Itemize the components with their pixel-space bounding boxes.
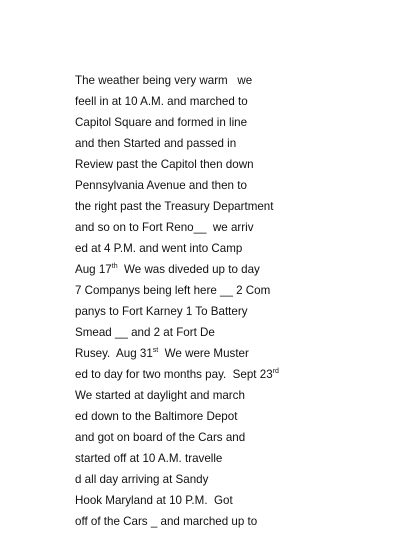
transcription-text: [75, 70, 395, 532]
text-line: [75, 196, 395, 217]
line-text: Aug 17: [75, 263, 112, 276]
text-line: [75, 238, 395, 259]
ordinal-superscript: rd: [272, 368, 279, 375]
text-line: [75, 364, 395, 385]
line-text: Rusey. Aug 31: [75, 347, 153, 360]
text-line: [75, 343, 395, 364]
text-line: [75, 217, 395, 238]
line-text: started off at 10 A.M. travelle: [75, 452, 223, 465]
line-text: d all day arriving at Sandy: [75, 473, 209, 486]
text-line: [75, 448, 395, 469]
ordinal-superscript: st: [152, 347, 159, 354]
text-line: [75, 280, 395, 301]
text-line: [75, 133, 395, 154]
line-text: Pennsylvania Avenue and then to: [75, 179, 247, 192]
line-text-continued: We were Muster: [158, 347, 249, 360]
line-text: ed down to the Baltimore Depot: [75, 410, 238, 423]
text-line: [75, 511, 395, 532]
line-text: Smead __ and 2 at Fort De: [75, 326, 215, 339]
line-text-continued: We was diveded up to day: [117, 263, 260, 276]
line-text: 7 Companys being left here __ 2 Com: [75, 284, 271, 297]
line-text: ed at 4 P.M. and went into Camp: [75, 242, 243, 255]
text-line: [75, 175, 395, 196]
text-line: [75, 490, 395, 511]
text-line: [75, 112, 395, 133]
line-text: Hook Maryland at 10 P.M. Got: [75, 494, 233, 507]
text-line: [75, 322, 395, 343]
text-line: [75, 154, 395, 175]
line-text: and got on board of the Cars and: [75, 431, 246, 444]
line-text: off of the Cars _ and marched up to: [75, 515, 258, 528]
ordinal-superscript: th: [111, 263, 118, 270]
line-text: Capitol Square and formed in line: [75, 116, 248, 129]
text-line: [75, 70, 395, 91]
line-text: Review past the Capitol then down: [75, 158, 254, 171]
line-text: We started at daylight and march: [75, 389, 245, 402]
line-text: panys to Fort Karney 1 To Battery: [75, 305, 248, 318]
line-text: and then Started and passed in: [75, 137, 237, 150]
text-line: [75, 91, 395, 112]
text-line: [75, 301, 395, 322]
text-line: [75, 259, 395, 280]
text-line: [75, 469, 395, 490]
line-text: ed to day for two months pay. Sept 23: [75, 368, 273, 381]
line-text: the right past the Treasury Department: [75, 200, 274, 213]
text-line: [75, 406, 395, 427]
text-line: [75, 427, 395, 448]
line-text: feell in at 10 A.M. and marched to: [75, 95, 248, 108]
line-text: The weather being very warm we: [75, 74, 253, 87]
text-line: [75, 385, 395, 406]
line-text: and so on to Fort Reno__ we arriv: [75, 221, 254, 234]
